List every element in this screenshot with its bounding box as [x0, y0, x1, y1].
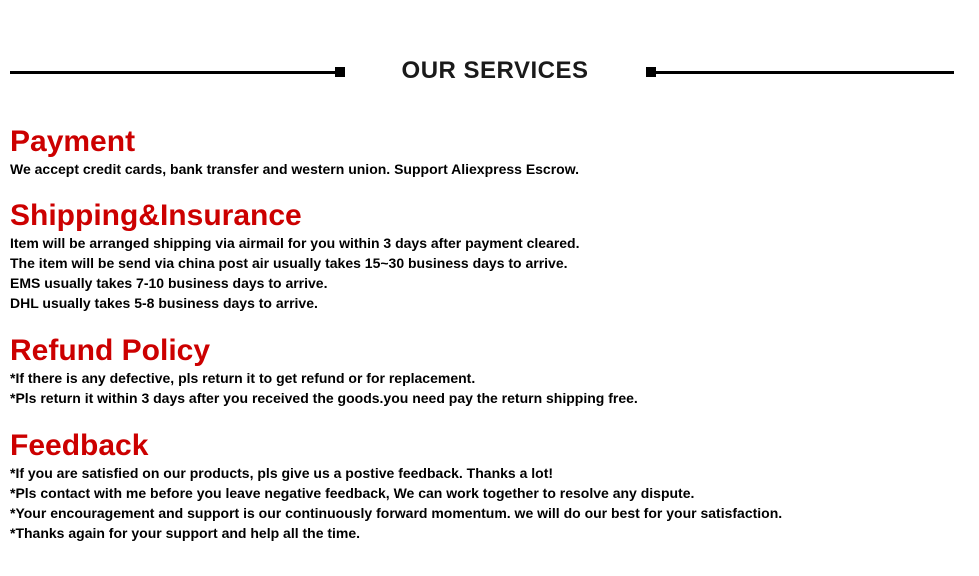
- refund-heading: Refund Policy: [10, 334, 211, 367]
- shipping-line: Item will be arranged shipping via airmail for you within 3 days after payment cleared.: [10, 235, 580, 251]
- payment-line: We accept credit cards, bank transfer and western union. Support Aliexpress Escrow.: [10, 161, 579, 177]
- feedback-heading: Feedback: [10, 429, 149, 462]
- services-banner: [0, 54, 979, 90]
- shipping-line: DHL usually takes 5-8 business days to arrive.: [10, 295, 318, 311]
- banner-square-left: [335, 67, 345, 77]
- feedback-section: [10, 429, 970, 543]
- payment-section: [10, 125, 970, 179]
- banner-rule-left: [10, 71, 338, 74]
- feedback-line: *Your encouragement and support is our continuously forward momentum. we will do our best for your satisfaction.: [10, 505, 783, 521]
- refund-section: [10, 334, 970, 408]
- banner-rule-right: [650, 71, 954, 74]
- shipping-line: EMS usually takes 7-10 business days to arrive.: [10, 275, 328, 291]
- shipping-heading: Shipping&Insurance: [10, 199, 302, 232]
- shipping-section: [10, 199, 970, 313]
- feedback-line: *Pls contact with me before you leave negative feedback, We can work together to resolve any dispute.: [10, 485, 695, 501]
- banner-title: OUR SERVICES: [401, 57, 589, 84]
- feedback-line: *If you are satisfied on our products, pls give us a postive feedback. Thanks a lot!: [10, 465, 554, 481]
- shipping-line: The item will be send via china post air usually takes 15~30 business days to arrive.: [10, 255, 568, 271]
- feedback-line: *Thanks again for your support and help all the time.: [10, 525, 361, 541]
- refund-line: *If there is any defective, pls return it to get refund or for replacement.: [10, 370, 476, 386]
- payment-heading: Payment: [10, 125, 136, 158]
- refund-line: *Pls return it within 3 days after you received the goods.you need pay the return shipping free.: [10, 390, 638, 406]
